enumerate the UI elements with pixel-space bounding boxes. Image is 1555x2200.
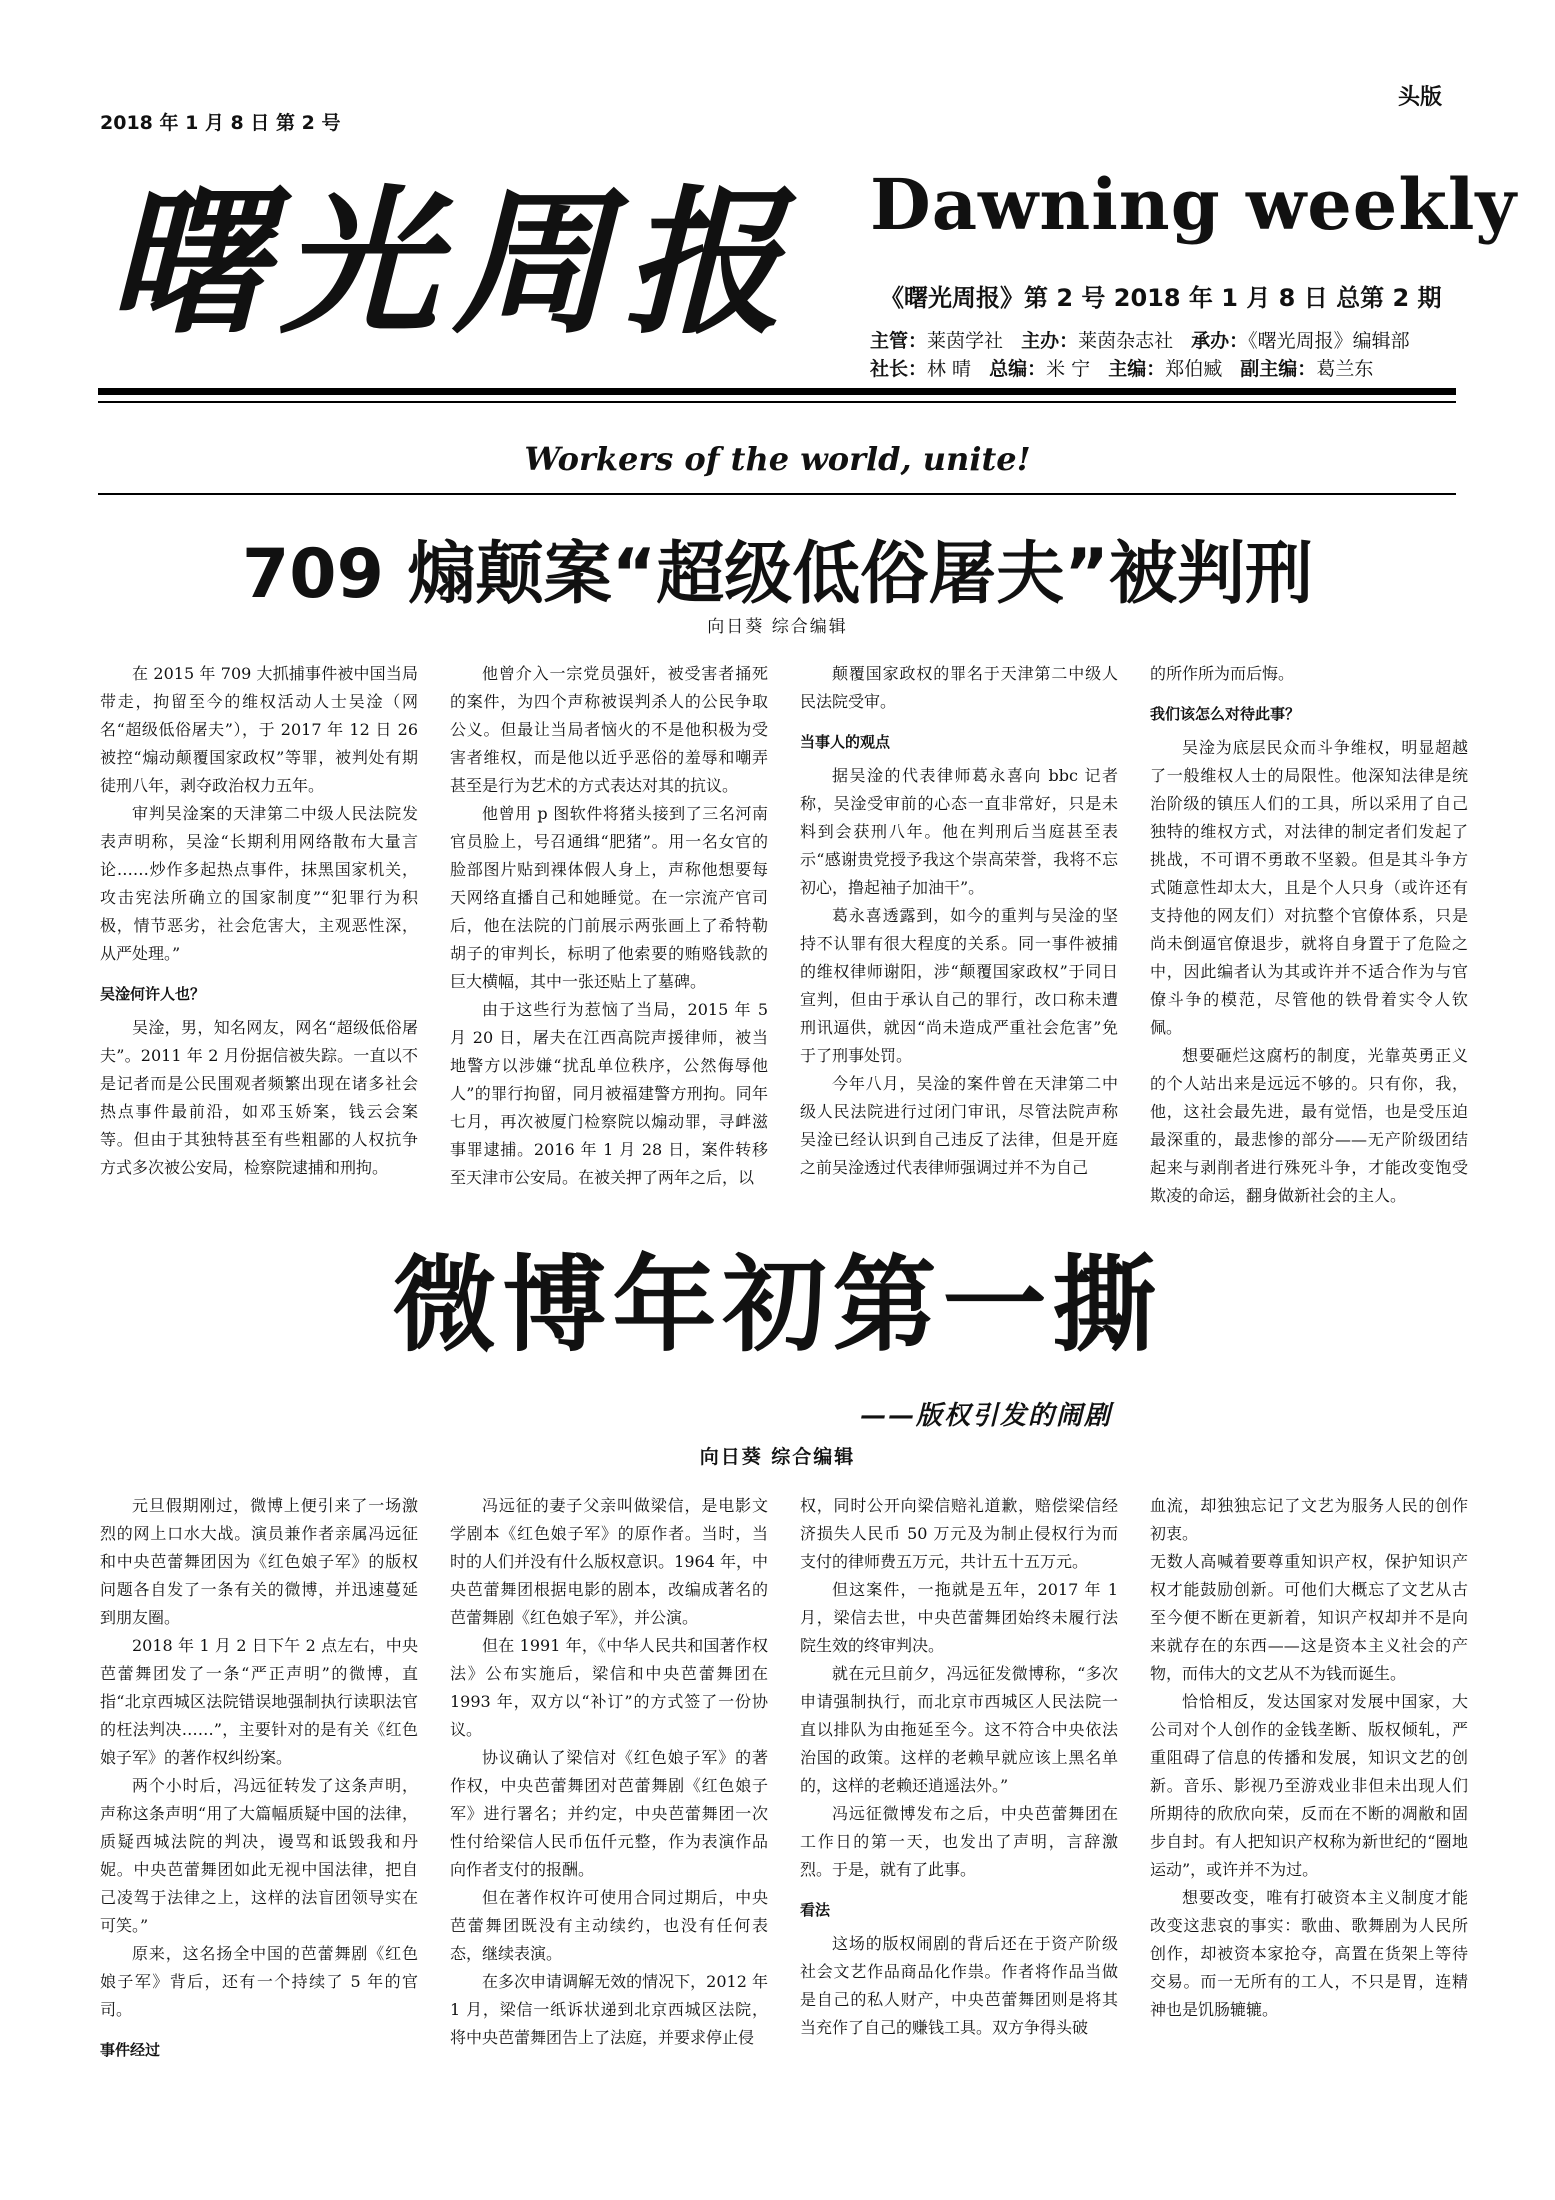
paragraph: 两个小时后，冯远征转发了这条声明，声称这条声明“用了大篇幅质疑中国的法律，质疑西城法院的判决，谩骂和诋毁我和丹妮。中央芭蕾舞团如此无视中国法律，把自己凌驾于法律之上，这样的法盲团领导实在可笑。” [100,1776,418,1935]
article1-column-4 [1150,660,1468,1210]
paragraph: 但在 1991 年，《中华人民共和国著作权法》公布实施后，梁信和中央芭蕾舞团在 1993 年，双方以“补订”的方式签了一份协议。 [450,1636,768,1739]
article1-headline: 709 煽颠案“超级低俗屠夫”被判刑 [241,535,1313,614]
slogan-rule [98,493,1456,495]
paragraph: 血流，却独独忘记了文艺为服务人民的创作初衷。 [1150,1496,1468,1543]
masthead-title: 曙光周报 [108,171,796,356]
article2-subtitle: ——版权引发的闹剧 [860,1401,1113,1431]
article1-byline: 向日葵 综合编辑 [707,617,848,637]
article1-column-1 [100,660,418,1182]
paragraph: 葛永喜透露到，如今的重判与吴淦的坚持不认罪有很大程度的关系。同一事件被捕的维权律师谢阳，涉“颠覆国家政权”于同日宣判，但由于承认自己的罪行，改口称未遭刑讯逼供，就因“尚未造成严重社会危害”免于了刑事处罚。 [800,906,1118,1065]
paragraph: 他曾用 p 图软件将猪头接到了三名河南官员脸上，号召通缉“肥猪”。用一名女官的脸部图片贴到裸体假人身上，声称他想要每天网络直播自己和她睡觉。在一宗流产官司后，他在法院的门前展示两张画上了希特勒胡子的审判长，标明了他索要的贿赂钱款的巨大横幅，其中一张还贴上了墓碑。 [450,804,768,991]
paragraph: 但这案件，一拖就是五年，2017 年 1 月，梁信去世，中央芭蕾舞团始终未履行法院生效的终审判决。 [800,1580,1118,1655]
paragraph: 原来，这名扬全中国的芭蕾舞剧《红色娘子军》背后，还有一个持续了 5 年的官司。 [100,1944,418,2019]
paragraph: 他曾介入一宗党员强奸，被受害者捅死的案件，为四个声称被误判杀人的公民争取公义。但最让当局者恼火的不是他积极为受害者维权，而是他以近乎恶俗的羞辱和嘲弄甚至是行为艺术的方式表达对其的抗议。 [450,664,768,795]
staff-value: 《曙光周报》编辑部 [1248,330,1410,352]
staff-value: 郑伯臧 [1165,358,1223,380]
paragraph: 在多次申请调解无效的情况下，2012 年 1 月，梁信一纸诉状递到北京西城区法院，将中央芭蕾舞团告上了法庭，并要求停止侵 [450,1972,768,2047]
paragraph: 这场的版权闹剧的背后还在于资产阶级社会文艺作品商品化作祟。作者将作品当做是自己的私人财产，中央芭蕾舞团则是将其当充作了自己的赚钱工具。双方争得头破 [800,1934,1118,2037]
section-heading: 看法 [800,1901,831,1919]
staff-label: 社长： [870,358,928,380]
article1-column-3 [800,660,1118,1182]
paragraph: 冯远征的妻子父亲叫做梁信，是电影文学剧本《红色娘子军》的原作者。当时，当时的人们并没有什么版权意识。1964 年，中央芭蕾舞团根据电影的剧本，改编成著名的芭蕾舞剧《红色娘子军》，并公演。 [450,1496,768,1627]
paragraph: 元旦假期刚过，微博上便引来了一场激烈的网上口水大战。演员兼作者亲属冯远征和中央芭蕾舞团因为《红色娘子军》的版权问题各自发了一条有关的微博，并迅速蔓延到朋友圈。 [100,1496,418,1627]
staff-label: 主管： [870,330,928,352]
article2-column-3 [800,1492,1118,2042]
article1-column-2 [450,660,768,1192]
article2-byline: 向日葵 综合编辑 [699,1446,856,1468]
article2-column-4 [1150,1492,1468,2024]
paragraph: 颠覆国家政权的罪名于天津第二中级人民法院受审。 [800,664,1118,711]
staff-label: 副主编： [1240,358,1317,380]
paragraph: 但在著作权许可使用合同过期后，中央芭蕾舞团既没有主动续约，也没有任何表态，继续表演。 [450,1888,768,1963]
staff-value: 莱茵学社 [927,330,1004,352]
staff-label: 总编： [989,358,1047,380]
paragraph: 据吴淦的代表律师葛永喜向 bbc 记者称，吴淦受审前的心态一直非常好，只是未料到会获刑八年。他在判刑后当庭甚至表示“感谢贵党授予我这个崇高荣誉，我将不忘初心，撸起袖子加油干”。 [800,766,1118,897]
paragraph: 吴淦为底层民众而斗争维权，明显超越了一般维权人士的局限性。他深知法律是统治阶级的镇压人们的工具，所以采用了自己独特的维权方式，对法律的制定者们发起了挑战，不可谓不勇敢不坚毅。但是其斗争方式随意性却太大，且是个人只身（或许还有支持他的网友们）对抗整个官僚体系，只是尚未倒逼官僚退步，就将自身置于了危险之中，因此编者认为其或许并不适合作为与官僚斗争的模范，尽管他的铁骨着实令人钦佩。 [1150,738,1468,1037]
paragraph: 想要改变，唯有打破资本主义制度才能改变这悲哀的事实：歌曲、歌舞剧为人民所创作，却被资本家抢夺，高置在货架上等待交易。而一无所有的工人，不只是胃，连精神也是饥肠辘辘。 [1150,1888,1468,2019]
issue-date: 2018 年 1 月 8 日 第 2 号 [100,112,341,134]
paragraph: 在 2015 年 709 大抓捕事件被中国当局带走，拘留至今的维权活动人士吴淦（网名“超级低俗屠夫”），于 2017 年 12 日 26 被控“煽动颠覆国家政权”等罪，被判处有期徒刑八年，剥夺政治权力五年。 [100,664,418,795]
staff-line-1 [870,332,1422,351]
slogan: Workers of the world, unite! [524,440,1031,478]
staff-value: 林 晴 [927,358,972,380]
masthead-rule-thin [98,401,1456,403]
paragraph: 今年八月，吴淦的案件曾在天津第二中级人民法院进行过闭门审讯，尽管法院声称吴淦已经认识到自己违反了法律，但是开庭之前吴淦透过代表律师强调过并不为自己 [800,1074,1118,1177]
section-heading: 当事人的观点 [800,733,891,751]
paragraph: 就在元旦前夕，冯远征发微博称，“多次申请强制执行，而北京市西城区人民法院一直以排队为由拖延至今。这不符合中央依法治国的政策。这样的老赖早就应该上黑名单的，这样的老赖还逍遥法外。” [800,1664,1118,1795]
paragraph: 的所作所为而后悔。 [1150,664,1295,683]
paragraph: 想要砸烂这腐朽的制度，光靠英勇正义的个人站出来是远远不够的。只有你，我，他，这社会最先进，最有觉悟，也是受压迫最深重的，最悲惨的部分——无产阶级团结起来与剥削者进行殊死斗争，才能改变饱受欺凌的命运，翻身做新社会的主人。 [1150,1046,1468,1205]
section-label: 头版 [1398,85,1443,110]
issue-line: 《曙光周报》第 2 号 2018 年 1 月 8 日 总第 2 期 [880,284,1442,312]
staff-line-2 [870,360,1385,379]
staff-value: 米 宁 [1046,358,1091,380]
staff-label: 主办： [1021,330,1079,352]
section-heading: 我们该怎么对待此事？ [1150,705,1301,723]
paragraph: 2018 年 1 月 2 日下午 2 点左右，中央芭蕾舞团发了一条“严正声明”的微博，直指“北京西城区法院错误地强制执行读职法官的枉法判决……”，主要针对的是有关《红色娘子军》的著作权纠纷案。 [100,1636,418,1767]
masthead-rule-thick [98,388,1456,395]
paragraph: 冯远征微博发布之后，中央芭蕾舞团在工作日的第一天，也发出了声明，言辞激烈。于是，就有了此事。 [800,1804,1118,1879]
staff-label: 主编： [1108,358,1166,380]
staff-label: 承办： [1191,330,1249,352]
paragraph: 协议确认了梁信对《红色娘子军》的著作权，中央芭蕾舞团对芭蕾舞剧《红色娘子军》进行署名；并约定，中央芭蕾舞团一次性付给梁信人民币伍仟元整，作为表演作品向作者支付的报酬。 [450,1748,768,1879]
article2-headline: 微博年初第一撕 [392,1243,1163,1366]
paragraph: 吴淦，男，知名网友，网名“超级低俗屠夫”。2011 年 2 月份据信被失踪。一直以不是记者而是公民围观者频繁出现在诸多社会热点事件最前沿，如邓玉娇案，钱云会案等。但由于其独特甚至有些粗鄙的人权抗争方式多次被公安局，检察院逮捕和刑拘。 [100,1018,418,1177]
staff-value: 葛兰东 [1316,358,1374,380]
paragraph: 恰恰相反，发达国家对发展中国家，大公司对个人创作的金钱垄断、版权倾轧，严重阻碍了信息的传播和发展，知识文艺的创新。音乐、影视乃至游戏业非但未出现人们所期待的欣欣向荣，反而在不断的凋敝和固步自封。有人把知识产权称为新世纪的“圈地运动”，或许并不为过。 [1150,1692,1468,1879]
section-heading: 事件经过 [100,2041,161,2059]
paragraph: 由于这些行为惹恼了当局，2015 年 5 月 20 日，屠夫在江西高院声援律师，被当地警方以涉嫌“扰乱单位秩序，公然侮辱他人”的罪行拘留，同月被福建警方刑拘。同年七月，再次被厦门检察院以煽动罪，寻衅滋事罪逮捕。2016 年 1 月 28 日，案件转移至天津市公安局。在被关押了两年之后，以 [450,1000,768,1187]
article2-column-2 [450,1492,768,2052]
article2-column-1 [100,1492,418,2070]
paragraph: 审判吴淦案的天津第二中级人民法院发表声明称，吴淦“长期利用网络散布大量言论……炒作多起热点事件，抹黑国家机关，攻击宪法所确立的国家制度”“犯罪行为积极，情节恶劣，社会危害大，主观恶性深，从严处理。” [100,804,418,963]
english-title: Dawning weekly [870,163,1518,246]
paragraph: 权，同时公开向梁信赔礼道歉，赔偿梁信经济损失人民币 50 万元及为制止侵权行为而支付的律师费五万元，共计五十五万元。 [800,1496,1118,1571]
staff-value: 莱茵杂志社 [1078,330,1174,352]
section-heading: 吴淦何许人也？ [100,985,206,1003]
paragraph: 无数人高喊着要尊重知识产权，保护知识产权才能鼓励创新。可他们大概忘了文艺从古至今便不断在更新着，知识产权却并不是向来就存在的东西——这是资本主义社会的产物，而伟大的文艺从不为钱而诞生。 [1150,1552,1468,1683]
